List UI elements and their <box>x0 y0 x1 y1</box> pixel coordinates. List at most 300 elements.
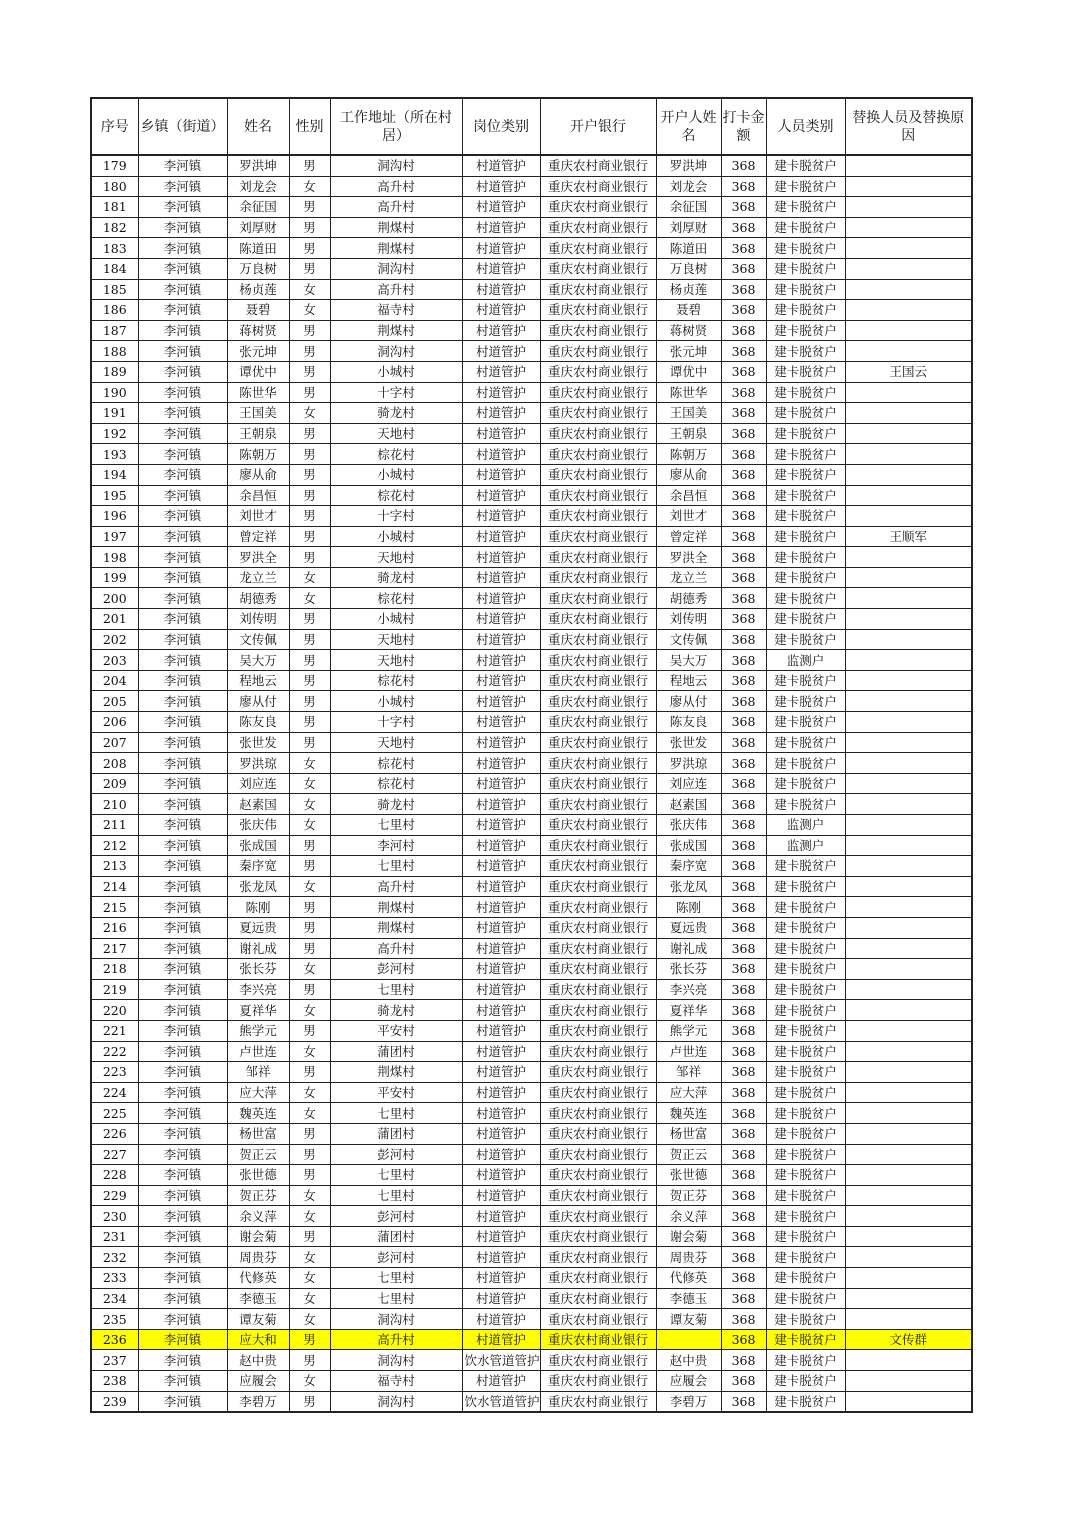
replacement-cell <box>845 506 972 527</box>
sex-cell: 男 <box>289 320 330 341</box>
name-cell: 余昌恒 <box>227 485 289 506</box>
bank-cell: 重庆农村商业银行 <box>540 670 656 691</box>
replacement-cell <box>845 609 972 630</box>
village-cell: 小城村 <box>330 361 462 382</box>
post-cell: 村道管护 <box>462 464 540 485</box>
town-cell: 李河镇 <box>138 979 227 1000</box>
bank-cell: 重庆农村商业银行 <box>540 258 656 279</box>
amount-cell: 368 <box>721 464 766 485</box>
post-cell: 村道管护 <box>462 1288 540 1309</box>
holder-cell: 张世发 <box>656 732 721 753</box>
bank-cell: 重庆农村商业银行 <box>540 876 656 897</box>
town-cell: 李河镇 <box>138 712 227 733</box>
town-cell: 李河镇 <box>138 1247 227 1268</box>
table-row <box>91 773 972 794</box>
town-cell: 李河镇 <box>138 1371 227 1392</box>
table-row <box>91 258 972 279</box>
town-cell: 李河镇 <box>138 856 227 877</box>
serial-cell: 180 <box>91 176 138 197</box>
replacement-cell <box>845 567 972 588</box>
table-row <box>91 341 972 362</box>
name-cell: 刘应连 <box>227 773 289 794</box>
serial-cell: 233 <box>91 1268 138 1289</box>
table-row <box>91 526 972 547</box>
village-cell: 天地村 <box>330 547 462 568</box>
holder-cell: 胡德秀 <box>656 588 721 609</box>
bank-cell: 重庆农村商业银行 <box>540 1041 656 1062</box>
serial-cell: 206 <box>91 712 138 733</box>
post-cell: 村道管护 <box>462 217 540 238</box>
amount-cell: 368 <box>721 1371 766 1392</box>
village-cell: 平安村 <box>330 1020 462 1041</box>
bank-cell: 重庆农村商业银行 <box>540 917 656 938</box>
serial-cell: 192 <box>91 423 138 444</box>
serial-cell: 218 <box>91 959 138 980</box>
replacement-cell <box>845 979 972 1000</box>
replacement-cell <box>845 1309 972 1330</box>
amount-cell: 368 <box>721 1268 766 1289</box>
header-holder: 开户人姓名 <box>656 98 721 155</box>
amount-cell: 368 <box>721 691 766 712</box>
post-cell: 村道管护 <box>462 320 540 341</box>
sex-cell: 女 <box>289 794 330 815</box>
town-cell: 李河镇 <box>138 155 227 176</box>
bank-cell: 重庆农村商业银行 <box>540 361 656 382</box>
table-row <box>91 217 972 238</box>
replacement-cell <box>845 629 972 650</box>
bank-cell: 重庆农村商业银行 <box>540 1350 656 1371</box>
post-cell: 村道管护 <box>462 403 540 424</box>
post-cell: 村道管护 <box>462 444 540 465</box>
amount-cell: 368 <box>721 1062 766 1083</box>
name-cell: 熊学元 <box>227 1020 289 1041</box>
holder-cell: 刘龙会 <box>656 176 721 197</box>
holder-cell: 余征国 <box>656 197 721 218</box>
replacement-cell <box>845 444 972 465</box>
replacement-cell <box>845 1391 972 1412</box>
sex-cell: 男 <box>289 341 330 362</box>
category-cell: 建卡脱贫户 <box>766 567 845 588</box>
village-cell: 荆煤村 <box>330 1062 462 1083</box>
sex-cell: 男 <box>289 361 330 382</box>
replacement-cell <box>845 1082 972 1103</box>
amount-cell: 368 <box>721 382 766 403</box>
bank-cell: 重庆农村商业银行 <box>540 1185 656 1206</box>
post-cell: 村道管护 <box>462 794 540 815</box>
bank-cell: 重庆农村商业银行 <box>540 1329 656 1350</box>
replacement-cell <box>845 1020 972 1041</box>
table-row <box>91 1309 972 1330</box>
table-row <box>91 1329 972 1350</box>
name-cell: 秦序宽 <box>227 856 289 877</box>
holder-cell: 罗洪坤 <box>656 155 721 176</box>
village-cell: 彭河村 <box>330 1206 462 1227</box>
table-row <box>91 1062 972 1083</box>
village-cell: 高升村 <box>330 176 462 197</box>
serial-cell: 205 <box>91 691 138 712</box>
amount-cell: 368 <box>721 279 766 300</box>
replacement-cell <box>845 1144 972 1165</box>
serial-cell: 211 <box>91 815 138 836</box>
sex-cell: 男 <box>289 1391 330 1412</box>
category-cell: 建卡脱贫户 <box>766 1206 845 1227</box>
bank-cell: 重庆农村商业银行 <box>540 1226 656 1247</box>
holder-cell: 刘世才 <box>656 506 721 527</box>
bank-cell: 重庆农村商业银行 <box>540 444 656 465</box>
town-cell: 李河镇 <box>138 1062 227 1083</box>
replacement-cell <box>845 959 972 980</box>
post-cell: 村道管护 <box>462 1226 540 1247</box>
bank-cell: 重庆农村商业银行 <box>540 1391 656 1412</box>
town-cell: 李河镇 <box>138 567 227 588</box>
sex-cell: 男 <box>289 691 330 712</box>
table-body <box>91 155 972 1412</box>
post-cell: 村道管护 <box>462 526 540 547</box>
name-cell: 龙立兰 <box>227 567 289 588</box>
post-cell: 村道管护 <box>462 856 540 877</box>
name-cell: 吴大万 <box>227 650 289 671</box>
village-cell: 荆煤村 <box>330 320 462 341</box>
name-cell: 张庆伟 <box>227 815 289 836</box>
serial-cell: 214 <box>91 876 138 897</box>
name-cell: 贺正芬 <box>227 1185 289 1206</box>
table-row <box>91 1041 972 1062</box>
bank-cell: 重庆农村商业银行 <box>540 526 656 547</box>
replacement-cell <box>845 217 972 238</box>
holder-cell: 李兴亮 <box>656 979 721 1000</box>
category-cell: 建卡脱贫户 <box>766 1371 845 1392</box>
bank-cell: 重庆农村商业银行 <box>540 1371 656 1392</box>
sex-cell: 男 <box>289 712 330 733</box>
bank-cell: 重庆农村商业银行 <box>540 959 656 980</box>
village-cell: 高升村 <box>330 1329 462 1350</box>
holder-cell: 赵中贵 <box>656 1350 721 1371</box>
holder-cell: 陈友良 <box>656 712 721 733</box>
sex-cell: 女 <box>289 959 330 980</box>
amount-cell: 368 <box>721 629 766 650</box>
post-cell: 村道管护 <box>462 835 540 856</box>
village-cell: 高升村 <box>330 279 462 300</box>
name-cell: 余义萍 <box>227 1206 289 1227</box>
amount-cell: 368 <box>721 588 766 609</box>
sex-cell: 女 <box>289 1268 330 1289</box>
category-cell: 建卡脱贫户 <box>766 279 845 300</box>
town-cell: 李河镇 <box>138 361 227 382</box>
post-cell: 村道管护 <box>462 629 540 650</box>
replacement-cell <box>845 423 972 444</box>
village-cell: 荆煤村 <box>330 897 462 918</box>
town-cell: 李河镇 <box>138 1082 227 1103</box>
town-cell: 李河镇 <box>138 1268 227 1289</box>
post-cell: 村道管护 <box>462 279 540 300</box>
serial-cell: 238 <box>91 1371 138 1392</box>
sex-cell: 男 <box>289 835 330 856</box>
post-cell: 村道管护 <box>462 197 540 218</box>
village-cell: 十字村 <box>330 382 462 403</box>
category-cell: 建卡脱贫户 <box>766 1350 845 1371</box>
category-cell: 建卡脱贫户 <box>766 1000 845 1021</box>
town-cell: 李河镇 <box>138 1206 227 1227</box>
post-cell: 村道管护 <box>462 485 540 506</box>
bank-cell: 重庆农村商业银行 <box>540 403 656 424</box>
category-cell: 建卡脱贫户 <box>766 959 845 980</box>
holder-cell: 李碧万 <box>656 1391 721 1412</box>
serial-cell: 185 <box>91 279 138 300</box>
table-row <box>91 1020 972 1041</box>
name-cell: 罗洪琼 <box>227 753 289 774</box>
name-cell: 魏英连 <box>227 1103 289 1124</box>
name-cell: 李兴亮 <box>227 979 289 1000</box>
serial-cell: 181 <box>91 197 138 218</box>
name-cell: 张成国 <box>227 835 289 856</box>
table-row <box>91 1268 972 1289</box>
amount-cell: 368 <box>721 1123 766 1144</box>
table-row <box>91 1226 972 1247</box>
village-cell: 棕花村 <box>330 773 462 794</box>
holder-cell: 王国美 <box>656 403 721 424</box>
sex-cell: 男 <box>289 197 330 218</box>
bank-cell: 重庆农村商业银行 <box>540 1062 656 1083</box>
serial-cell: 237 <box>91 1350 138 1371</box>
village-cell: 七里村 <box>330 815 462 836</box>
category-cell: 建卡脱贫户 <box>766 1185 845 1206</box>
amount-cell: 368 <box>721 1206 766 1227</box>
town-cell: 李河镇 <box>138 959 227 980</box>
sex-cell: 男 <box>289 464 330 485</box>
category-cell: 建卡脱贫户 <box>766 1329 845 1350</box>
name-cell: 卢世连 <box>227 1041 289 1062</box>
table-row <box>91 382 972 403</box>
replacement-cell <box>845 773 972 794</box>
category-cell: 建卡脱贫户 <box>766 670 845 691</box>
amount-cell: 368 <box>721 1103 766 1124</box>
replacement-cell <box>845 176 972 197</box>
serial-cell: 203 <box>91 650 138 671</box>
sex-cell: 男 <box>289 917 330 938</box>
amount-cell: 368 <box>721 1165 766 1186</box>
post-cell: 村道管护 <box>462 897 540 918</box>
holder-cell: 陈道田 <box>656 238 721 259</box>
holder-cell: 李德玉 <box>656 1288 721 1309</box>
replacement-cell <box>845 1041 972 1062</box>
town-cell: 李河镇 <box>138 1144 227 1165</box>
bank-cell: 重庆农村商业银行 <box>540 732 656 753</box>
bank-cell: 重庆农村商业银行 <box>540 300 656 321</box>
replacement-cell <box>845 1268 972 1289</box>
table-row <box>91 691 972 712</box>
table-row <box>91 423 972 444</box>
village-cell: 高升村 <box>330 197 462 218</box>
table-row <box>91 732 972 753</box>
holder-cell: 罗洪琼 <box>656 753 721 774</box>
sex-cell: 男 <box>289 670 330 691</box>
bank-cell: 重庆农村商业银行 <box>540 609 656 630</box>
post-cell: 村道管护 <box>462 238 540 259</box>
bank-cell: 重庆农村商业银行 <box>540 1000 656 1021</box>
post-cell: 村道管护 <box>462 176 540 197</box>
amount-cell: 368 <box>721 547 766 568</box>
serial-cell: 235 <box>91 1309 138 1330</box>
town-cell: 李河镇 <box>138 1329 227 1350</box>
replacement-cell <box>845 403 972 424</box>
table-row <box>91 650 972 671</box>
name-cell: 刘传明 <box>227 609 289 630</box>
name-cell: 谢礼成 <box>227 938 289 959</box>
post-cell: 村道管护 <box>462 1329 540 1350</box>
header-post: 岗位类别 <box>462 98 540 155</box>
village-cell: 彭河村 <box>330 1247 462 1268</box>
holder-cell: 刘厚财 <box>656 217 721 238</box>
town-cell: 李河镇 <box>138 217 227 238</box>
village-cell: 洞沟村 <box>330 1350 462 1371</box>
holder-cell: 贺正芬 <box>656 1185 721 1206</box>
name-cell: 夏远贵 <box>227 917 289 938</box>
sex-cell: 男 <box>289 897 330 918</box>
serial-cell: 199 <box>91 567 138 588</box>
name-cell: 曾定祥 <box>227 526 289 547</box>
serial-cell: 190 <box>91 382 138 403</box>
table-row <box>91 753 972 774</box>
town-cell: 李河镇 <box>138 1165 227 1186</box>
amount-cell: 368 <box>721 1288 766 1309</box>
replacement-cell <box>845 588 972 609</box>
town-cell: 李河镇 <box>138 1309 227 1330</box>
holder-cell: 谭友菊 <box>656 1309 721 1330</box>
header-name: 姓名 <box>227 98 289 155</box>
header-serial: 序号 <box>91 98 138 155</box>
name-cell: 廖从付 <box>227 691 289 712</box>
town-cell: 李河镇 <box>138 382 227 403</box>
header-bank: 开户银行 <box>540 98 656 155</box>
table-row <box>91 1103 972 1124</box>
category-cell: 建卡脱贫户 <box>766 547 845 568</box>
replacement-cell <box>845 485 972 506</box>
name-cell: 陈朝万 <box>227 444 289 465</box>
village-cell: 七里村 <box>330 1103 462 1124</box>
replacement-cell <box>845 382 972 403</box>
amount-cell: 368 <box>721 485 766 506</box>
amount-cell: 368 <box>721 176 766 197</box>
table-row <box>91 1247 972 1268</box>
amount-cell: 368 <box>721 526 766 547</box>
amount-cell: 368 <box>721 197 766 218</box>
sex-cell: 男 <box>289 1350 330 1371</box>
serial-cell: 196 <box>91 506 138 527</box>
category-cell: 建卡脱贫户 <box>766 876 845 897</box>
category-cell: 建卡脱贫户 <box>766 423 845 444</box>
bank-cell: 重庆农村商业银行 <box>540 753 656 774</box>
replacement-cell <box>845 938 972 959</box>
sex-cell: 女 <box>289 1371 330 1392</box>
sex-cell: 女 <box>289 176 330 197</box>
post-cell: 村道管护 <box>462 1082 540 1103</box>
table-row <box>91 876 972 897</box>
replacement-cell <box>845 279 972 300</box>
table-row <box>91 588 972 609</box>
serial-cell: 186 <box>91 300 138 321</box>
bank-cell: 重庆农村商业银行 <box>540 382 656 403</box>
post-cell: 村道管护 <box>462 1020 540 1041</box>
category-cell: 建卡脱贫户 <box>766 732 845 753</box>
category-cell: 建卡脱贫户 <box>766 712 845 733</box>
village-cell: 七里村 <box>330 1268 462 1289</box>
bank-cell: 重庆农村商业银行 <box>540 1268 656 1289</box>
holder-cell: 张元坤 <box>656 341 721 362</box>
category-cell: 建卡脱贫户 <box>766 403 845 424</box>
post-cell: 村道管护 <box>462 155 540 176</box>
category-cell: 建卡脱贫户 <box>766 1041 845 1062</box>
holder-cell: 陈刚 <box>656 897 721 918</box>
table-row <box>91 197 972 218</box>
village-cell: 骑龙村 <box>330 403 462 424</box>
post-cell: 村道管护 <box>462 1041 540 1062</box>
town-cell: 李河镇 <box>138 650 227 671</box>
serial-cell: 210 <box>91 794 138 815</box>
sex-cell: 女 <box>289 300 330 321</box>
sex-cell: 女 <box>289 773 330 794</box>
table-row <box>91 155 972 176</box>
amount-cell: 368 <box>721 300 766 321</box>
category-cell: 建卡脱贫户 <box>766 320 845 341</box>
category-cell: 建卡脱贫户 <box>766 1391 845 1412</box>
name-cell: 陈刚 <box>227 897 289 918</box>
name-cell: 应履会 <box>227 1371 289 1392</box>
town-cell: 李河镇 <box>138 773 227 794</box>
village-cell: 小城村 <box>330 609 462 630</box>
serial-cell: 220 <box>91 1000 138 1021</box>
post-cell: 村道管护 <box>462 938 540 959</box>
town-cell: 李河镇 <box>138 197 227 218</box>
bank-cell: 重庆农村商业银行 <box>540 815 656 836</box>
table-row <box>91 238 972 259</box>
sex-cell: 男 <box>289 1165 330 1186</box>
amount-cell: 368 <box>721 1391 766 1412</box>
serial-cell: 236 <box>91 1329 138 1350</box>
name-cell: 陈道田 <box>227 238 289 259</box>
post-cell: 村道管护 <box>462 1123 540 1144</box>
bank-cell: 重庆农村商业银行 <box>540 464 656 485</box>
village-cell: 蒲团村 <box>330 1041 462 1062</box>
post-cell: 村道管护 <box>462 1371 540 1392</box>
table-row <box>91 794 972 815</box>
category-cell: 建卡脱贫户 <box>766 1309 845 1330</box>
bank-cell: 重庆农村商业银行 <box>540 1123 656 1144</box>
village-cell: 棕花村 <box>330 444 462 465</box>
post-cell: 村道管护 <box>462 341 540 362</box>
sex-cell: 女 <box>289 1185 330 1206</box>
amount-cell: 368 <box>721 856 766 877</box>
bank-cell: 重庆农村商业银行 <box>540 547 656 568</box>
post-cell: 村道管护 <box>462 1268 540 1289</box>
name-cell: 张龙凤 <box>227 876 289 897</box>
town-cell: 李河镇 <box>138 629 227 650</box>
serial-cell: 188 <box>91 341 138 362</box>
table-row <box>91 1371 972 1392</box>
category-cell: 建卡脱贫户 <box>766 1082 845 1103</box>
holder-cell: 蒋树贤 <box>656 320 721 341</box>
replacement-cell <box>845 815 972 836</box>
post-cell: 村道管护 <box>462 506 540 527</box>
amount-cell: 368 <box>721 670 766 691</box>
name-cell: 罗洪坤 <box>227 155 289 176</box>
serial-cell: 182 <box>91 217 138 238</box>
village-cell: 天地村 <box>330 629 462 650</box>
holder-cell: 万良树 <box>656 258 721 279</box>
replacement-cell <box>845 1247 972 1268</box>
category-cell: 建卡脱贫户 <box>766 897 845 918</box>
bank-cell: 重庆农村商业银行 <box>540 691 656 712</box>
town-cell: 李河镇 <box>138 609 227 630</box>
